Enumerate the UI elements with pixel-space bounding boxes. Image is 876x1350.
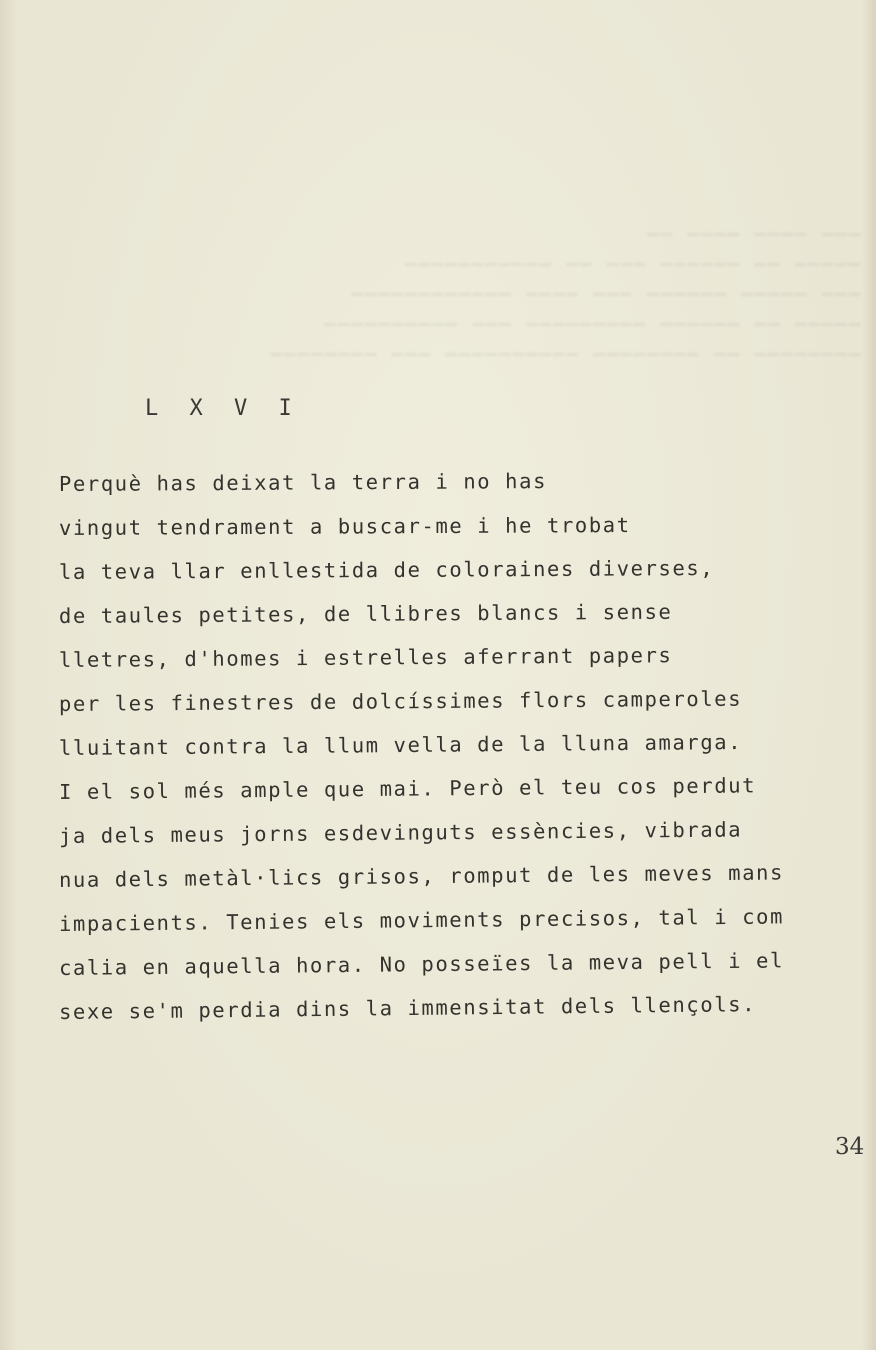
poem-line: la teva llar enllestida de coloraines diverses, — [58, 555, 715, 584]
poem-line: lletres, d'homes i estrelles aferrant papers — [58, 643, 673, 672]
poem-line: impacients. Tenies els moviments precisos, tal i com — [58, 904, 785, 936]
poem-line: sexe se'm perdia dins la immensitat dels llençols. — [58, 992, 757, 1024]
poem-line: Perquè has deixat la terra i no has — [58, 469, 548, 496]
poem-line: lluitant contra la llum vella de la lluna amarga. — [58, 730, 743, 760]
poem-body — [59, 462, 784, 1034]
page-number: 34 — [835, 1134, 865, 1160]
poem-line: calia en aquella hora. No posseïes la meva pell i el — [58, 948, 785, 980]
poem-line: vingut tendrament a buscar-me i he trobat — [58, 513, 631, 540]
poem-line: de taules petites, de llibres blancs i sense — [58, 599, 673, 628]
show-through-texture: ━━━ ━━━━ ━━━━ ━━ ━━━━━ ━━ ━━━━━━ ━━━ ━━ ━━━━━━━━━━━ ━━━ ━━━━━ ━━━━━━ ━━━ ━━━━ ━━━━━━━━━━━━ ━━━━━ ━━ ━━━━━━ ━━━━━━━━━ ━━━ ━━━━━━━━━━ ━━━━━━━━ ━━ ━━━━━━━━ ━━━━━━━━━━ ━━━ ━━━━━━━━ — [268, 224, 860, 366]
poem-line: nua dels metàl·lics grisos, romput de les meves mans — [58, 860, 785, 892]
poem-line: ja dels meus jorns esdevinguts essències, vibrada — [58, 817, 743, 848]
poem-line: per les finestres de dolcíssimes flors camperoles — [58, 686, 743, 716]
chapter-heading: L X V I — [145, 396, 301, 421]
poem-line: I el sol més ample que mai. Però el teu cos perdut — [58, 773, 757, 804]
